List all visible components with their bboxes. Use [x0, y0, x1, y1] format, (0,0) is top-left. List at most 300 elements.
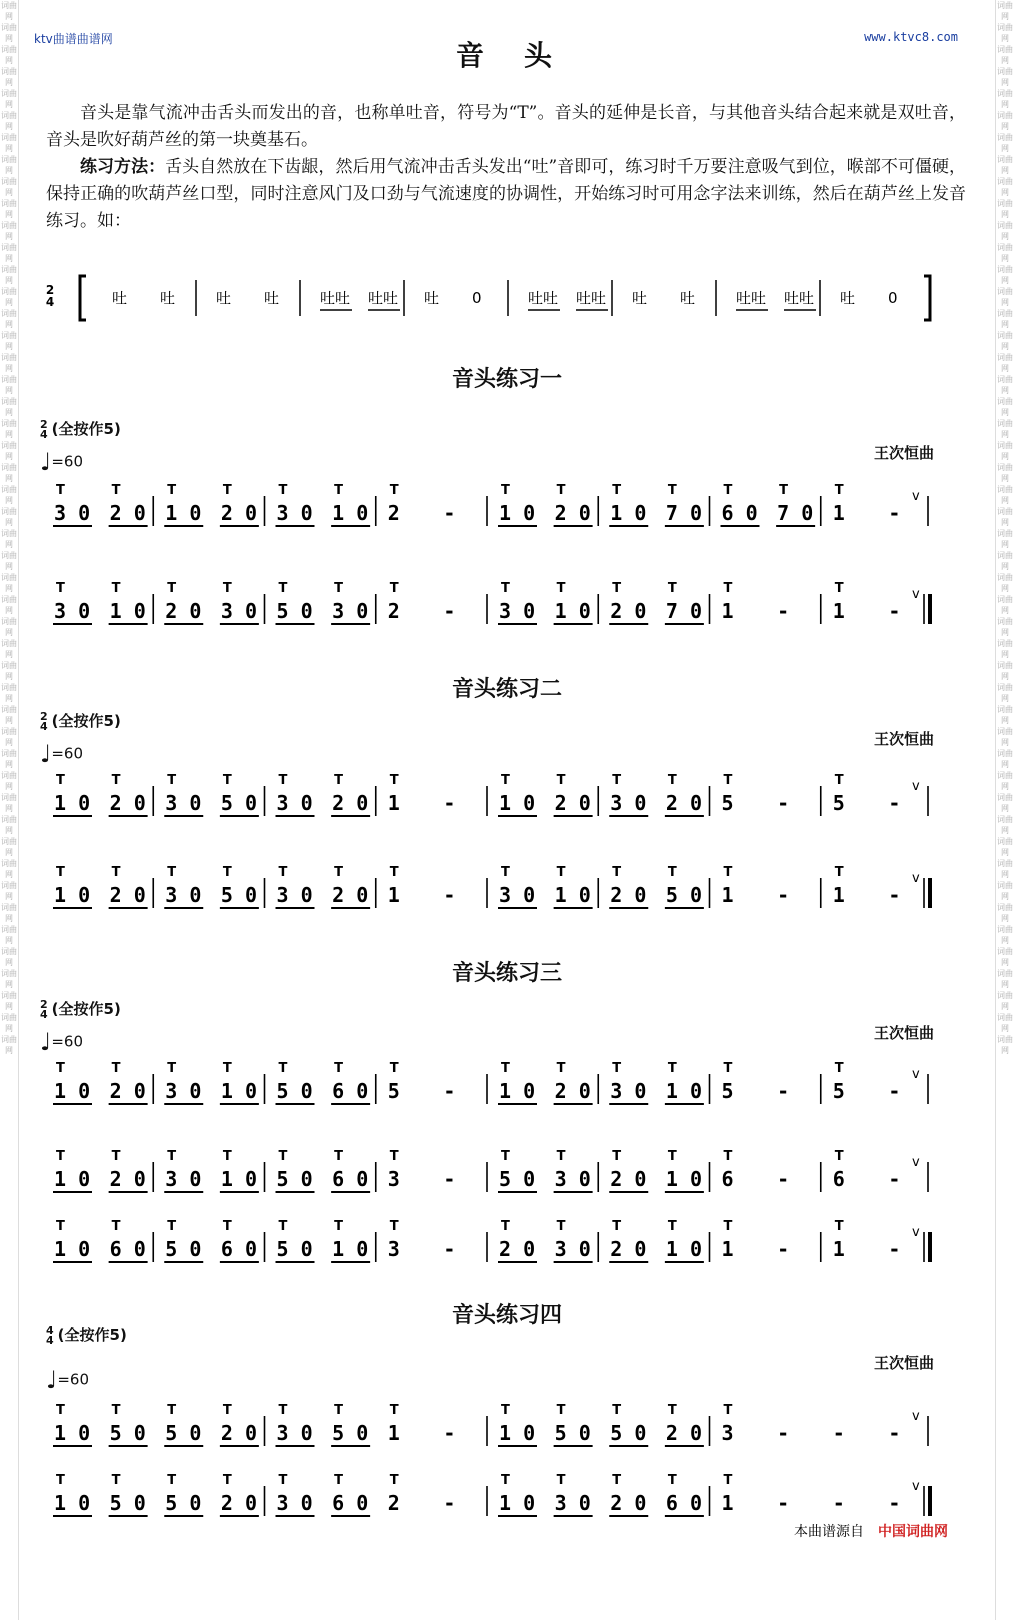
watermark-text: 词曲网 — [1, 265, 17, 285]
watermark-text: 词曲网 — [997, 617, 1013, 637]
tongue-mark: T — [834, 1149, 844, 1164]
note-text: 1 0 — [665, 1079, 702, 1103]
note-text: 2 0 — [499, 1237, 536, 1261]
header-site-right: www.ktvc8.com — [864, 30, 958, 44]
breath-mark: v — [912, 1225, 920, 1240]
beat-text: 吐吐 — [528, 289, 559, 307]
note-text: - — [832, 1491, 845, 1515]
note-text: 5 0 — [554, 1421, 591, 1445]
method-text: 舌头自然放在下齿龈，然后用气流冲击舌头发出“吐”音即可，练习时千万要注意吸气到位，喉部不可僵硬，保持正确的吹葫芦丝口型，同时注意风门及口劲与气流速度的协调性，开始练习时可用念字法来训练，然后在葫芦丝上发音练习。如： — [46, 157, 966, 231]
quarter-note-icon: ♩ — [40, 740, 52, 768]
exercise-3-title: 音头练习三 — [451, 961, 562, 986]
note-text: 7 0 — [777, 501, 814, 525]
note-text: 2 0 — [220, 501, 257, 525]
note-text: - — [888, 501, 901, 525]
note-text: 6 — [832, 1167, 845, 1191]
note-text: 1 — [832, 1237, 845, 1261]
note-text: 1 0 — [665, 1167, 702, 1191]
beat-text: 吐 — [424, 289, 440, 307]
watermark-text: 词曲网 — [997, 177, 1013, 197]
tongue-mark: T — [56, 1219, 65, 1234]
watermark-text: 词曲网 — [997, 881, 1013, 901]
note-text: 3 0 — [165, 1079, 202, 1103]
beat-text: 吐 — [112, 289, 128, 307]
time-signature: 2 4 — [40, 709, 48, 733]
tongue-mark: T — [167, 1219, 177, 1234]
method-label: 练习方法： — [80, 157, 166, 177]
note-text: 1 — [832, 883, 845, 907]
note-text: 1 0 — [165, 501, 202, 525]
watermark-text: 词曲网 — [1, 595, 17, 615]
watermark-text: 词曲网 — [997, 573, 1013, 593]
watermark-text: 词曲网 — [1, 243, 17, 263]
note-text: - — [777, 1491, 790, 1515]
watermark-text: 词曲网 — [1, 419, 17, 439]
exercise-3-line-3 — [40, 1216, 980, 1276]
tongue-mark: T — [334, 1149, 343, 1164]
exercise-4-title: 音头练习四 — [451, 1303, 562, 1328]
note-text: 5 0 — [220, 791, 257, 815]
note-text: 2 0 — [109, 883, 146, 907]
watermark-text: 词曲网 — [1, 441, 17, 461]
watermark-text: 词曲网 — [997, 551, 1013, 571]
tongue-mark: T — [56, 581, 65, 596]
tongue-mark: T — [334, 1061, 343, 1076]
watermark-text: 词曲网 — [1, 837, 17, 857]
watermark-text: 词曲网 — [1, 155, 17, 175]
watermark-text: 词曲网 — [997, 947, 1013, 967]
tongue-mark: T — [167, 865, 177, 880]
tongue-mark: T — [56, 865, 65, 880]
note-text: 1 0 — [499, 501, 536, 525]
footer-source-label: 本曲谱源自 — [794, 1524, 864, 1540]
tongue-mark: T — [612, 865, 622, 880]
tongue-mark: T — [723, 1219, 733, 1234]
tongue-mark: T — [56, 483, 65, 498]
note-text: - — [888, 1491, 901, 1515]
note-text: 2 — [387, 599, 400, 623]
beat-text: 吐 — [680, 289, 696, 307]
watermark-text: 词曲网 — [1, 1013, 17, 1033]
tongue-mark: T — [278, 865, 288, 880]
tongue-mark: T — [723, 1061, 733, 1076]
tongue-mark: T — [334, 865, 343, 880]
note-text: 1 0 — [332, 501, 369, 525]
watermark-text: 词曲网 — [1, 1, 17, 21]
watermark-text: 词曲网 — [1, 1035, 17, 1055]
tongue-mark: T — [667, 1473, 677, 1488]
watermark-text: 词曲网 — [1, 507, 17, 527]
note-text: 2 0 — [109, 501, 146, 525]
watermark-text: 词曲网 — [997, 991, 1013, 1011]
watermark-text: 词曲网 — [997, 903, 1013, 923]
beat-text: 吐吐 — [576, 289, 607, 307]
exercise-1-meta — [40, 418, 121, 440]
tongue-mark: T — [389, 483, 399, 498]
tongue-mark: T — [501, 773, 510, 788]
tongue-mark: T — [111, 1149, 121, 1164]
tongue-mark: T — [389, 581, 399, 596]
watermark-text: 词曲网 — [997, 287, 1013, 307]
footer-site-link[interactable]: 中国词曲网 — [878, 1524, 948, 1540]
note-text: 3 — [387, 1167, 400, 1191]
note-text: 2 0 — [220, 1491, 257, 1515]
watermark-text: 词曲网 — [997, 749, 1013, 769]
exercise-2-title: 音头练习二 — [451, 677, 562, 702]
note-text: 5 0 — [109, 1421, 146, 1445]
tongue-mark: T — [501, 483, 510, 498]
tongue-mark: T — [167, 1473, 177, 1488]
tongue-mark: T — [111, 1403, 121, 1418]
tongue-mark: T — [501, 581, 510, 596]
note-text: 1 0 — [332, 1237, 369, 1261]
watermark-text: 词曲网 — [1, 859, 17, 879]
tongue-mark: T — [56, 1403, 65, 1418]
watermark-text: 词曲网 — [997, 595, 1013, 615]
watermark-text: 词曲网 — [997, 265, 1013, 285]
tongue-mark: T — [834, 1061, 844, 1076]
exercise-1-line-2 — [40, 578, 980, 638]
watermark-text: 词曲网 — [997, 67, 1013, 87]
tongue-mark: T — [723, 483, 733, 498]
tongue-mark: T — [56, 1473, 65, 1488]
note-text: 1 — [721, 1491, 734, 1515]
watermark-text: 词曲网 — [997, 397, 1013, 417]
note-text: 1 0 — [610, 501, 647, 525]
tempo-value: =60 — [51, 1032, 83, 1051]
tongue-mark: T — [834, 581, 844, 596]
note-text: 3 0 — [276, 791, 313, 815]
quarter-note-icon: ♩ — [40, 448, 52, 476]
note-text: 1 — [721, 883, 734, 907]
exercise-3-tempo — [40, 1028, 83, 1056]
note-text: - — [832, 1421, 845, 1445]
tongue-mark: T — [222, 581, 232, 596]
watermark-text: 词曲网 — [1, 67, 17, 87]
note-text: 5 0 — [665, 883, 702, 907]
tongue-mark: T — [334, 1403, 343, 1418]
note-text: 3 0 — [276, 1421, 313, 1445]
tempo-value: =60 — [51, 452, 83, 471]
time-signature-numerator: 2 — [45, 283, 55, 297]
tongue-mark: T — [612, 1149, 622, 1164]
note-text: 1 0 — [554, 883, 591, 907]
tongue-mark: T — [667, 1061, 677, 1076]
fingering-note: (全按作5) — [51, 712, 121, 730]
tongue-mark: T — [389, 1149, 399, 1164]
tongue-mark: T — [612, 773, 622, 788]
watermark-text: 词曲网 — [1, 89, 17, 109]
watermark-text: 词曲网 — [1, 199, 17, 219]
note-text: 2 0 — [665, 791, 702, 815]
header-site-left: ktv曲谱曲谱网 — [34, 32, 113, 46]
note-text: 5 0 — [165, 1237, 202, 1261]
note-text: 1 0 — [109, 599, 146, 623]
exercise-1-tempo — [40, 448, 83, 476]
watermark-text: 词曲网 — [997, 1, 1013, 21]
tongue-mark: T — [334, 1473, 343, 1488]
tongue-mark: T — [222, 1403, 232, 1418]
note-text: 2 0 — [109, 1079, 146, 1103]
note-text: - — [777, 883, 790, 907]
tongue-mark: T — [612, 1061, 622, 1076]
note-text: 5 0 — [276, 1079, 313, 1103]
watermark-text: 词曲网 — [997, 837, 1013, 857]
watermark-text: 词曲网 — [997, 463, 1013, 483]
watermark-text: 词曲网 — [997, 133, 1013, 153]
tongue-mark: T — [222, 1149, 232, 1164]
note-text: 2 0 — [554, 1079, 591, 1103]
note-text: 5 — [832, 791, 845, 815]
watermark-text: 词曲网 — [1, 287, 17, 307]
watermark-text: 词曲网 — [997, 89, 1013, 109]
note-text: 3 0 — [54, 501, 91, 525]
note-text: 6 0 — [332, 1079, 369, 1103]
tongue-mark: T — [222, 865, 232, 880]
breath-mark: v — [912, 1409, 920, 1424]
note-text: 2 0 — [610, 1237, 647, 1261]
watermark-text: 词曲网 — [1, 683, 17, 703]
note-text: 6 0 — [721, 501, 758, 525]
exercise-2-composer: 王次恒曲 — [873, 730, 934, 748]
tongue-mark: T — [334, 581, 343, 596]
watermark-text: 词曲网 — [997, 727, 1013, 747]
watermark-text: 词曲网 — [997, 23, 1013, 43]
tongue-mark: T — [501, 1061, 510, 1076]
exercise-3-line-1 — [40, 1058, 980, 1118]
tongue-mark: T — [278, 1149, 288, 1164]
tongue-mark: T — [501, 1219, 510, 1234]
tongue-mark: T — [556, 1061, 566, 1076]
tongue-mark: T — [334, 1219, 343, 1234]
tongue-mark: T — [56, 1149, 65, 1164]
tongue-mark: T — [111, 483, 121, 498]
watermark-text: 词曲网 — [997, 925, 1013, 945]
time-signature: 2 4 — [40, 997, 48, 1021]
tongue-mark: T — [556, 483, 566, 498]
tongue-mark: T — [667, 865, 677, 880]
note-text: - — [443, 1167, 456, 1191]
note-text: 3 — [721, 1421, 734, 1445]
watermark-text: 词曲网 — [1, 463, 17, 483]
tongue-mark: T — [556, 1219, 566, 1234]
note-text: 2 0 — [554, 791, 591, 815]
watermark-text: 词曲网 — [997, 155, 1013, 175]
note-text: 7 0 — [665, 599, 702, 623]
note-text: 2 0 — [554, 501, 591, 525]
intro-paragraph-1: 音头是靠气流冲击舌头而发出的音，也称单吐音，符号为“T”。音头的延伸是长音，与其他音头结合起来就是双吐音，音头是吹好葫芦丝的第一块奠基石。 — [46, 103, 966, 150]
beat-text: 吐 — [160, 289, 176, 307]
tongue-mark: T — [556, 1473, 566, 1488]
note-text: 3 0 — [276, 883, 313, 907]
note-text: 1 0 — [54, 1167, 91, 1191]
breath-mark: v — [912, 489, 920, 504]
watermark-text: 词曲网 — [1, 309, 17, 329]
tongue-mark: T — [389, 1403, 399, 1418]
quarter-note-icon: ♩ — [46, 1366, 58, 1394]
note-text: 3 0 — [610, 1079, 647, 1103]
note-text: - — [888, 1079, 901, 1103]
tempo-value: =60 — [57, 1370, 89, 1389]
note-text: 1 0 — [220, 1167, 257, 1191]
tongue-mark: T — [667, 1403, 677, 1418]
note-text: 1 0 — [54, 1079, 91, 1103]
tongue-mark: T — [222, 1061, 232, 1076]
note-text: 5 0 — [499, 1167, 536, 1191]
tongue-mark: T — [723, 1473, 733, 1488]
tongue-mark: T — [834, 483, 844, 498]
note-text: 3 0 — [332, 599, 369, 623]
note-text: 1 0 — [499, 1079, 536, 1103]
exercise-4-tempo — [46, 1366, 89, 1394]
note-text: 6 0 — [220, 1237, 257, 1261]
note-text: 5 — [387, 1079, 400, 1103]
beat-text: 0 — [888, 289, 898, 307]
note-text: 3 0 — [610, 791, 647, 815]
watermark-text: 词曲网 — [997, 353, 1013, 373]
tongue-mark: T — [167, 581, 177, 596]
note-text: 2 0 — [610, 1491, 647, 1515]
beat-text: 吐 — [216, 289, 232, 307]
watermark-text: 词曲网 — [997, 111, 1013, 131]
note-text: 3 0 — [165, 883, 202, 907]
watermark-text: 词曲网 — [997, 375, 1013, 395]
watermark-text: 词曲网 — [1, 177, 17, 197]
watermark-text: 词曲网 — [1, 947, 17, 967]
watermark-text: 词曲网 — [1, 221, 17, 241]
fingering-note: (全按作5) — [51, 1000, 121, 1018]
quarter-note-icon: ♩ — [40, 1028, 52, 1056]
watermark-text: 词曲网 — [1, 705, 17, 725]
note-text: 2 0 — [610, 599, 647, 623]
breath-mark: v — [912, 1155, 920, 1170]
watermark-text: 词曲网 — [1, 133, 17, 153]
tongue-mark: T — [278, 1473, 288, 1488]
tongue-mark: T — [111, 865, 121, 880]
tongue-mark: T — [556, 865, 566, 880]
watermark-text: 词曲网 — [1, 331, 17, 351]
exercise-3-meta — [40, 998, 121, 1020]
tongue-mark: T — [556, 1149, 566, 1164]
footer-source — [794, 1521, 948, 1541]
repeat-start-bracket — [80, 276, 86, 320]
note-text: - — [777, 1237, 790, 1261]
note-text: 1 — [721, 599, 734, 623]
note-text: 5 0 — [276, 1237, 313, 1261]
note-text: 5 0 — [109, 1491, 146, 1515]
note-text: 6 0 — [665, 1491, 702, 1515]
tongue-mark: T — [278, 1219, 288, 1234]
note-text: 1 — [387, 883, 400, 907]
note-text: - — [443, 1491, 456, 1515]
tongue-mark: T — [389, 773, 399, 788]
watermark-text: 词曲网 — [1, 815, 17, 835]
note-text: 2 0 — [109, 791, 146, 815]
tongue-mark: T — [56, 773, 65, 788]
note-text: 1 0 — [54, 883, 91, 907]
note-text: 6 0 — [332, 1491, 369, 1515]
exercise-1-line-1 — [40, 480, 980, 540]
watermark-text: 词曲网 — [1, 903, 17, 923]
note-text: 5 0 — [276, 599, 313, 623]
tongue-mark: T — [389, 865, 399, 880]
note-text: 3 — [387, 1237, 400, 1261]
breath-mark: v — [912, 871, 920, 886]
tongue-mark: T — [278, 581, 288, 596]
note-text: 5 — [832, 1079, 845, 1103]
watermark-text: 词曲网 — [1, 485, 17, 505]
tongue-mark: T — [556, 581, 566, 596]
watermark-text: 词曲网 — [1, 661, 17, 681]
breath-mark: v — [912, 1067, 920, 1082]
note-text: - — [888, 599, 901, 623]
watermark-text: 词曲网 — [1, 111, 17, 131]
note-text: 5 0 — [332, 1421, 369, 1445]
note-text: 6 0 — [332, 1167, 369, 1191]
fingering-note: (全按作5) — [57, 1326, 127, 1344]
exercise-1-title: 音头练习一 — [451, 367, 562, 392]
breath-mark: v — [912, 779, 920, 794]
tongue-mark: T — [278, 1403, 288, 1418]
note-text: - — [777, 599, 790, 623]
note-text: 1 0 — [54, 1421, 91, 1445]
watermark-text: 词曲网 — [1, 749, 17, 769]
page-title: 音 头 — [455, 39, 558, 72]
watermark-text: 词曲网 — [997, 683, 1013, 703]
watermark-text: 词曲网 — [997, 639, 1013, 659]
watermark-text: 词曲网 — [1, 23, 17, 43]
watermark-text: 词曲网 — [997, 815, 1013, 835]
tongue-mark: T — [667, 773, 677, 788]
note-text: 3 0 — [499, 599, 536, 623]
breath-mark: v — [912, 1479, 920, 1494]
note-text: 3 0 — [165, 1167, 202, 1191]
note-text: 3 0 — [276, 501, 313, 525]
tongue-mark: T — [834, 865, 844, 880]
note-text: 2 0 — [165, 599, 202, 623]
note-text: - — [888, 1237, 901, 1261]
tongue-mark: T — [278, 1061, 288, 1076]
note-text: 2 0 — [109, 1167, 146, 1191]
note-text: 2 — [387, 501, 400, 525]
tongue-mark: T — [111, 581, 121, 596]
repeat-end-bracket — [924, 276, 930, 320]
tongue-mark: T — [612, 1403, 622, 1418]
tu-pattern-staff — [40, 272, 970, 324]
tongue-mark: T — [501, 1149, 510, 1164]
exercise-4-composer: 王次恒曲 — [873, 1354, 934, 1372]
beat-text: 0 — [472, 289, 482, 307]
exercise-2-meta — [40, 710, 121, 732]
left-watermark-strip — [0, 0, 19, 1620]
tongue-mark: T — [834, 773, 844, 788]
exercise-2-line-1 — [40, 770, 980, 830]
note-text: 1 — [832, 501, 845, 525]
watermark-text: 词曲网 — [1, 551, 17, 571]
watermark-text: 词曲网 — [997, 243, 1013, 263]
note-text: 5 0 — [610, 1421, 647, 1445]
note-text: 5 — [721, 1079, 734, 1103]
note-text: 1 0 — [54, 791, 91, 815]
time-signature: 4 4 — [46, 1323, 54, 1347]
watermark-text: 词曲网 — [997, 485, 1013, 505]
watermark-text: 词曲网 — [997, 1035, 1013, 1055]
watermark-text: 词曲网 — [997, 441, 1013, 461]
tongue-mark: T — [222, 483, 232, 498]
tongue-mark: T — [167, 1061, 177, 1076]
note-text: 2 0 — [665, 1421, 702, 1445]
note-text: 1 0 — [220, 1079, 257, 1103]
